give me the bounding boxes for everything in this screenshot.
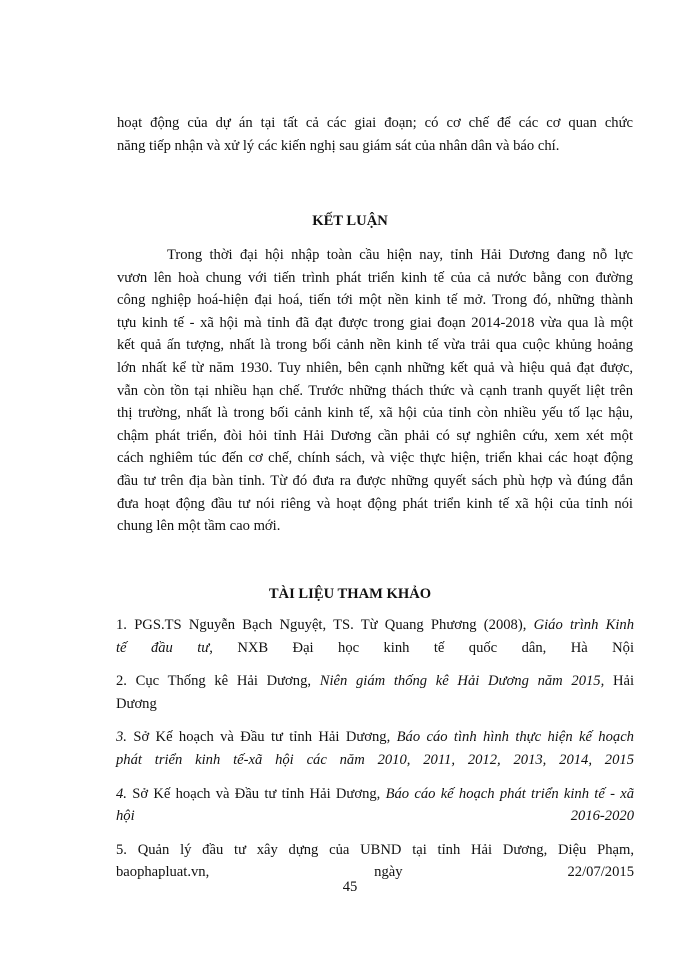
reference-title: Báo cáo kế hoạch phát triển kinh tế - xã bbox=[385, 785, 634, 802]
paragraph-line: Trong thời đại hội nhập toàn cầu hiện nay, tỉnh Hải Dương đang nỗ lực bbox=[167, 247, 633, 263]
reference-number: 4. bbox=[116, 785, 127, 802]
paragraph-line: hoạt động của dự án tại tất cả các giai đoạn; có cơ chế để các cơ quan chức bbox=[117, 115, 633, 131]
reference-title: phát triển kinh tế-xã hội các năm 2010, 2011, 2012, 2013, 2014, 2015 bbox=[116, 751, 634, 768]
reference-text: Quản lý đầu tư xây dựng của UBND tại tỉnh Hải Dương, Diệu Phạm, bbox=[137, 841, 634, 858]
reference-number: 1. bbox=[116, 617, 127, 633]
reference-line bbox=[116, 726, 634, 749]
paragraph-line: lớn nhất kể từ năm 1930. Tuy nhiên, bên cạnh những kết quả và hiệu quả đạt được, bbox=[117, 359, 633, 376]
paragraph-line: công nghiệp hoá-hiện đại hoá, tiến tới một nền kinh tế mở. Trong đó, những thành bbox=[117, 292, 633, 309]
paragraph-line: tựu kinh tế - xã hội mà tỉnh đã đạt được trong giai đoạn 2014-2018 vừa qua là một bbox=[117, 314, 633, 331]
paragraph-line: đưa hoạt động đầu tư nói riêng và hoạt động phát triển kinh tế xã hội của tỉnh nói bbox=[117, 495, 633, 512]
reference-line bbox=[116, 783, 634, 806]
reference-line bbox=[116, 693, 634, 716]
paragraph-line: vươn lên hoà chung với tiến trình phát triển kinh tế của cả nước bằng con đường bbox=[117, 269, 633, 286]
reference-title: hội 2016-2020 bbox=[116, 808, 634, 825]
reference-item bbox=[116, 783, 634, 828]
references-heading: TÀI LIỆU THAM KHẢO bbox=[268, 586, 432, 602]
reference-text: baophapluat.vn, ngày 22/07/2015 bbox=[116, 864, 634, 881]
reference-title: Báo cáo tình hình thực hiện kế hoạch bbox=[396, 729, 634, 746]
paragraph-line: thị trường, nhất là trong bối cảnh kinh tế, xã hội của tỉnh còn nhiều yếu tố lạc hậu, bbox=[117, 405, 633, 422]
conclusion-paragraph bbox=[117, 244, 633, 538]
reference-text: Dương bbox=[116, 695, 157, 712]
reference-number: 3. bbox=[116, 729, 127, 746]
reference-line bbox=[116, 614, 634, 637]
reference-title: tế đầu tư bbox=[116, 639, 210, 656]
reference-text: Cục Thống kê Hải Dương, bbox=[135, 673, 320, 690]
page-number: 45 bbox=[342, 879, 358, 895]
paragraph-line: chung lên một tầm cao mới. bbox=[117, 518, 281, 535]
reference-number: 5. bbox=[116, 841, 127, 858]
reference-number: 2. bbox=[116, 673, 127, 690]
reference-line bbox=[116, 670, 634, 693]
reference-item bbox=[116, 670, 634, 715]
paragraph-line: đầu tư trên địa bàn tỉnh. Từ đó đưa ra được những quyết sách phù hợp và đúng đắn bbox=[117, 472, 633, 489]
reference-text: Sở Kế hoạch và Đầu tư tỉnh Hải Dương, bbox=[133, 729, 397, 746]
reference-text: Sở Kế hoạch và Đầu tư tỉnh Hải Dương, bbox=[132, 785, 386, 802]
paragraph-line: kết quả ấn tượng, nhất là trong bối cảnh nền kinh tế vừa trải qua cuộc khủng hoảng bbox=[117, 337, 633, 354]
reference-title: Niên giám thống kê Hải Dương năm 2015, bbox=[319, 673, 605, 690]
conclusion-heading: KẾT LUẬN bbox=[312, 213, 388, 229]
paragraph-line: chậm phát triển, đòi hỏi tỉnh Hải Dương cần phải có sự nghiên cứu, xem xét một bbox=[117, 427, 633, 444]
paragraph-line: vẫn còn tồn tại nhiều hạn chế. Trước những thách thức và cạnh tranh quyết liệt trên bbox=[117, 382, 633, 399]
reference-text: , NXB Đại học kinh tế quốc dân, Hà Nội bbox=[209, 639, 635, 656]
reference-line bbox=[116, 805, 634, 828]
reference-line bbox=[116, 749, 634, 772]
reference-item bbox=[116, 614, 634, 659]
reference-text: PGS.TS Nguyễn Bạch Nguyệt, TS. Từ Quang Phương (2008), bbox=[134, 617, 534, 633]
reference-line bbox=[116, 839, 634, 862]
reference-title: Giáo trình Kinh bbox=[533, 617, 634, 633]
top-paragraph bbox=[117, 112, 633, 157]
reference-item bbox=[116, 726, 634, 771]
paragraph-line: cách nghiêm túc đến cơ chế, chính sách, và việc thực hiện, triển khai các hoạt động bbox=[117, 450, 633, 467]
reference-text: Hải bbox=[604, 673, 635, 690]
paragraph-line: năng tiếp nhận và xử lý các kiến nghị sau giám sát của nhân dân và báo chí. bbox=[117, 137, 560, 154]
reference-line bbox=[116, 637, 634, 660]
references-list bbox=[116, 614, 634, 895]
